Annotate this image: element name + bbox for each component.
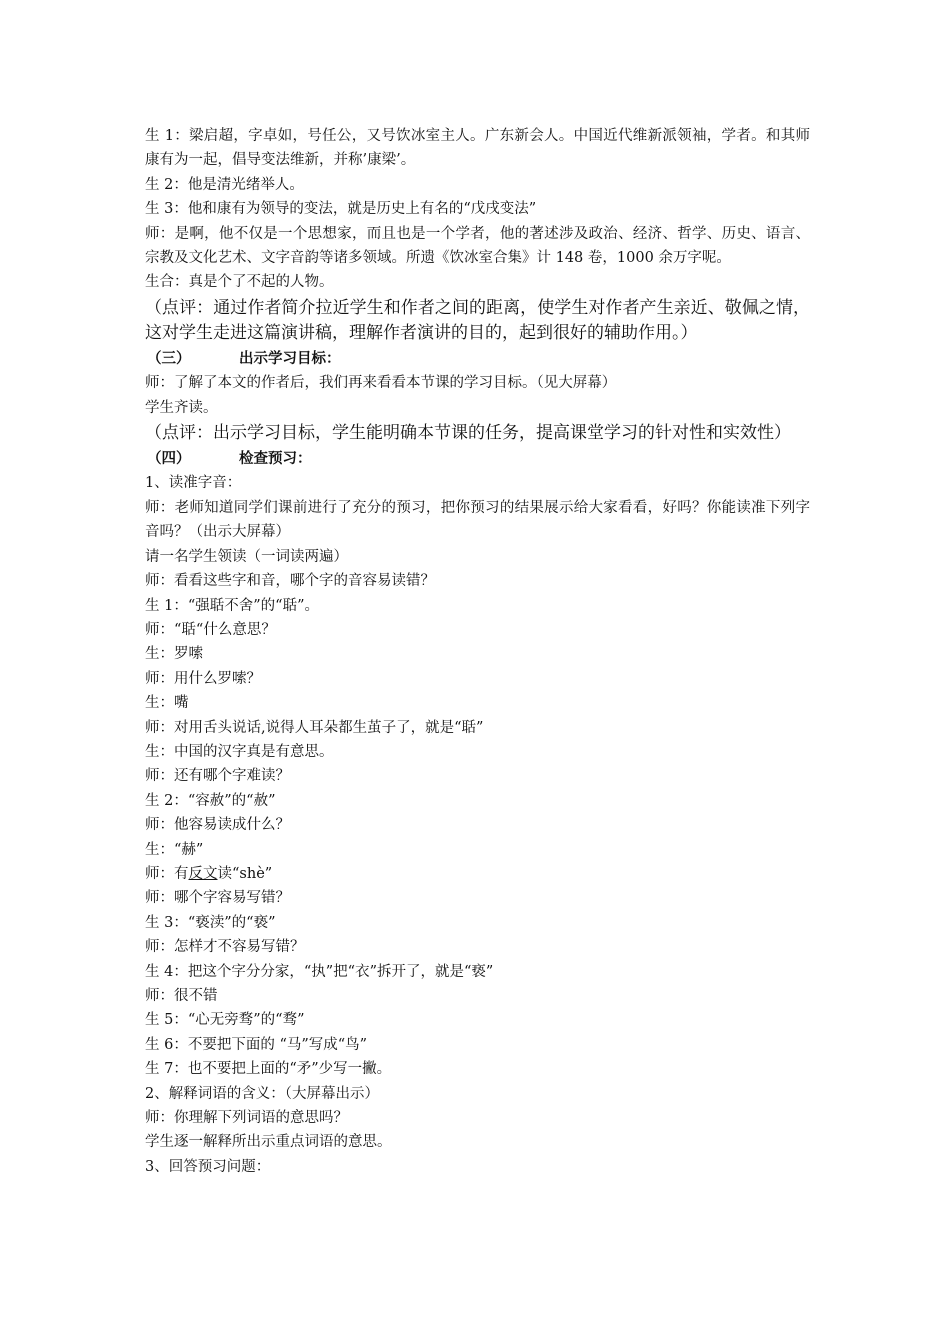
comment-paragraph: （点评：通过作者简介拉近学生和作者之间的距离，使学生对作者产生亲近、敬佩之情，这对学生走进这篇演讲稿，理解作者演讲的目的，起到很好的辅助作用。） xyxy=(145,297,810,343)
paragraph: 师：老师知道同学们课前进行了充分的预习，把你预习的结果展示给大家看看，好吗？你能读准下列字音吗？（出示大屏幕） xyxy=(145,499,810,541)
paragraph: 师：了解了本文的作者后，我们再来看看本节课的学习目标。（见大屏幕） xyxy=(145,375,617,392)
paragraph: 生：嘴 xyxy=(145,695,189,712)
paragraph: 师：“聒“什么意思？ xyxy=(145,621,276,638)
paragraph: 生合：真是个了不起的人物。 xyxy=(145,274,334,291)
paragraph: 生 2：他是清光绪举人。 xyxy=(145,176,304,193)
paragraph: 师：你理解下列词语的意思吗？ xyxy=(145,1110,348,1127)
text-run: 读“shè” xyxy=(217,865,273,882)
paragraph: 生 6：不要把下面的 “马”写成“鸟” xyxy=(145,1036,368,1053)
section-title: 检查预习： xyxy=(239,450,312,468)
section-number: （三） xyxy=(147,349,191,367)
paragraph: 生 5：“心无旁骛”的“骛” xyxy=(145,1012,305,1029)
section-title: 出示学习目标： xyxy=(239,349,341,367)
paragraph: 师：看看这些字和音，哪个字的音容易读错？ xyxy=(145,573,435,590)
subsection-title: 1、读准字音： xyxy=(145,475,242,492)
paragraph: 生 7：也不要把上面的“矛”少写一撇。 xyxy=(145,1061,392,1078)
paragraph: 生：“赫” xyxy=(145,841,204,858)
comment-paragraph: （点评：出示学习目标，学生能明确本节课的任务，提高课堂学习的针对性和实效性） xyxy=(145,423,791,444)
document-body xyxy=(145,124,810,1179)
paragraph: 生 3：“亵渎”的“亵” xyxy=(145,914,276,931)
paragraph: 师：哪个字容易写错？ xyxy=(145,890,290,907)
paragraph: 师：怎样才不容易写错？ xyxy=(145,939,305,956)
paragraph: 生 2：“容赦”的“赦” xyxy=(145,792,276,809)
section-heading xyxy=(145,347,810,371)
paragraph xyxy=(145,862,810,886)
paragraph: 生 3：他和康有为领导的变法，就是历史上有名的“戊戌变法” xyxy=(145,201,537,218)
text-run: 师：有 xyxy=(145,865,189,882)
paragraph: 师：对用舌头说话,说得人耳朵都生茧子了，就是“聒” xyxy=(145,719,484,736)
paragraph: 生：中国的汉字真是有意思。 xyxy=(145,743,334,760)
underlined-text: 反文 xyxy=(188,865,218,882)
paragraph: 请一名学生领读（一词读两遍） xyxy=(145,548,348,565)
paragraph: 生 1：“强聒不舍”的“聒”。 xyxy=(145,597,319,614)
paragraph: 生：罗嗦 xyxy=(145,646,203,663)
paragraph: 师：很不错 xyxy=(145,988,218,1004)
paragraph: 生 4：把这个字分分家，“执”把“衣”拆开了，就是“亵” xyxy=(145,963,494,980)
section-heading xyxy=(145,447,810,471)
subsection-title: 2、解释词语的含义：（大屏幕出示） xyxy=(145,1085,379,1102)
paragraph: 师：用什么罗嗦？ xyxy=(145,670,261,687)
paragraph: 学生齐读。 xyxy=(145,399,218,416)
paragraph: 师：他容易读成什么？ xyxy=(145,817,290,834)
section-number: （四） xyxy=(147,450,191,468)
subsection-title: 3、回答预习问题： xyxy=(145,1158,271,1175)
paragraph: 师：还有哪个字难读？ xyxy=(145,768,290,785)
paragraph: 师：是啊，他不仅是一个思想家，而且也是一个学者，他的著述涉及政治、经济、哲学、历史、语言、宗教及文化艺术、文字音韵等诸多领域。所遗《饮冰室合集》计 148 卷，1000 余万字呢。 xyxy=(145,225,810,267)
paragraph: 生 1：梁启超，字卓如，号任公，又号饮冰室主人。广东新会人。中国近代维新派领袖，学者。和其师康有为一起，倡导变法维新，并称’康梁’。 xyxy=(145,128,810,169)
paragraph: 学生逐一解释所出示重点词语的意思。 xyxy=(145,1134,392,1151)
